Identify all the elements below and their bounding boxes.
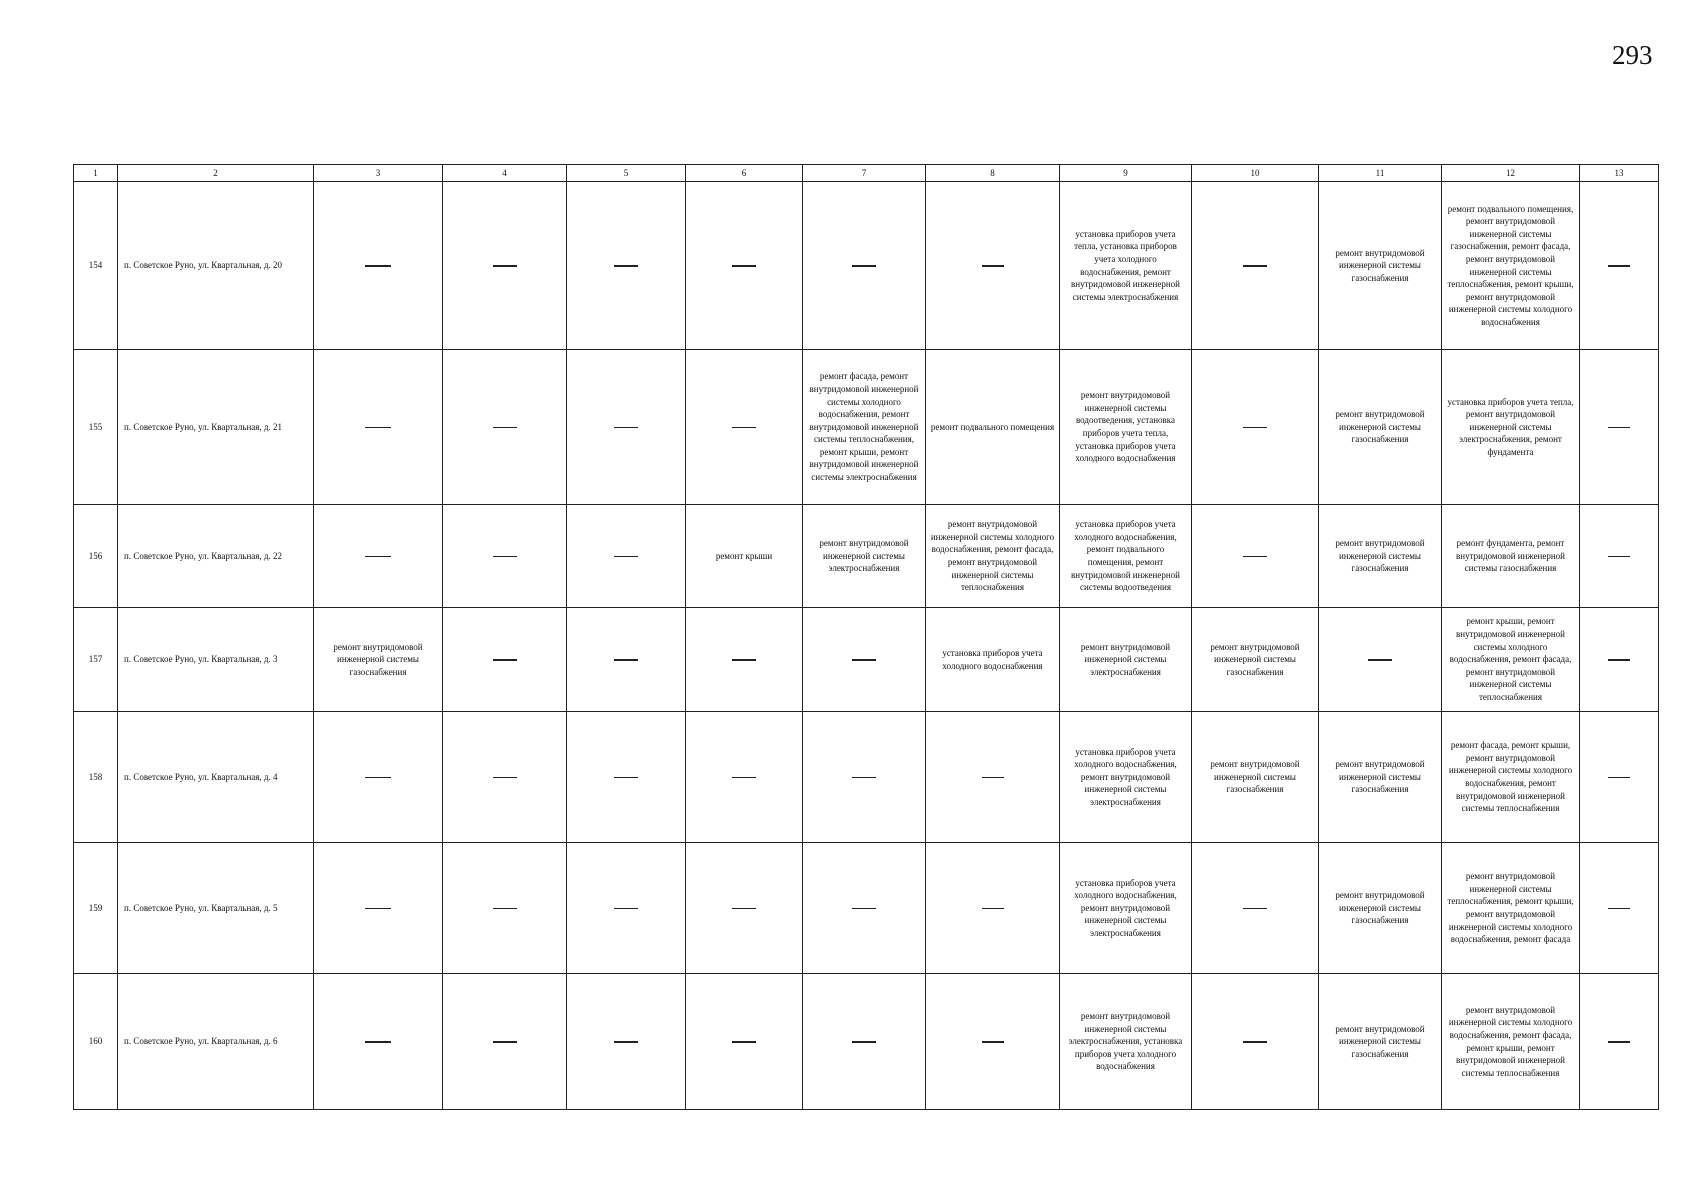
empty-cell: [314, 843, 443, 974]
empty-cell: [443, 608, 567, 712]
empty-cell: [443, 843, 567, 974]
address-cell: п. Советское Руно, ул. Квартальная, д. 4: [118, 712, 314, 843]
work-description-cell: ремонт внутридомовой инженерной системы газоснабжения: [1319, 350, 1442, 505]
empty-cell: [567, 505, 686, 608]
dash-mark: [982, 1041, 1004, 1043]
work-description-cell: ремонт подвального помещения: [926, 350, 1060, 505]
empty-cell: [686, 712, 803, 843]
row-number: 155: [74, 350, 118, 505]
column-header: 3: [314, 165, 443, 182]
work-description-cell: ремонт крыши, ремонт внутридомовой инженерной системы холодного водоснабжения, ремонт фасада, ремонт внутридомовой инженерной системы теплоснабжения: [1442, 608, 1580, 712]
dash-mark: [1243, 556, 1267, 558]
work-description-cell: ремонт фасада, ремонт внутридомовой инженерной системы холодного водоснабжения, ремонт внутридомовой инженерной системы теплоснабжения, ремонт крыши, ремонт внутридомовой инженерной системы электроснабжения: [803, 350, 926, 505]
dash-mark: [493, 265, 517, 267]
empty-cell: [686, 843, 803, 974]
dash-mark: [1368, 659, 1392, 661]
dash-mark: [1243, 1041, 1267, 1043]
column-header: 11: [1319, 165, 1442, 182]
empty-cell: [1580, 608, 1659, 712]
row-number: 154: [74, 182, 118, 350]
work-description-cell: ремонт крыши: [686, 505, 803, 608]
empty-cell: [1580, 974, 1659, 1110]
dash-mark: [365, 556, 391, 558]
row-number: 160: [74, 974, 118, 1110]
empty-cell: [1580, 182, 1659, 350]
dash-mark: [732, 265, 756, 267]
dash-mark: [982, 265, 1004, 267]
dash-mark: [1608, 1041, 1630, 1043]
dash-mark: [614, 265, 638, 267]
work-description-cell: ремонт фасада, ремонт крыши, ремонт внутридомовой инженерной системы холодного водоснабжения, ремонт внутридомовой инженерной системы теплоснабжения: [1442, 712, 1580, 843]
work-description-cell: установка приборов учета холодного водоснабжения, ремонт внутридомовой инженерной системы электроснабжения: [1060, 843, 1192, 974]
work-description-cell: ремонт внутридомовой инженерной системы газоснабжения: [314, 608, 443, 712]
table-row: [74, 712, 1659, 843]
work-description-cell: ремонт внутридомовой инженерной системы газоснабжения: [1319, 843, 1442, 974]
dash-mark: [1608, 427, 1630, 429]
empty-cell: [803, 182, 926, 350]
work-description-cell: установка приборов учета холодного водоснабжения: [926, 608, 1060, 712]
dash-mark: [365, 908, 391, 910]
table-row: [74, 182, 1659, 350]
empty-cell: [686, 974, 803, 1110]
dash-mark: [732, 1041, 756, 1043]
column-header: 10: [1192, 165, 1319, 182]
empty-cell: [686, 182, 803, 350]
empty-cell: [1580, 350, 1659, 505]
dash-mark: [1243, 265, 1267, 267]
row-number: 157: [74, 608, 118, 712]
column-header: 1: [74, 165, 118, 182]
empty-cell: [1580, 712, 1659, 843]
empty-cell: [686, 350, 803, 505]
work-description-cell: ремонт внутридомовой инженерной системы холодного водоснабжения, ремонт фасада, ремонт крыши, ремонт внутридомовой инженерной системы теплоснабжения: [1442, 974, 1580, 1110]
dash-mark: [1608, 659, 1630, 661]
address-cell: п. Советское Руно, ул. Квартальная, д. 6: [118, 974, 314, 1110]
dash-mark: [1608, 777, 1630, 779]
dash-mark: [732, 908, 756, 910]
dash-mark: [493, 1041, 517, 1043]
empty-cell: [314, 974, 443, 1110]
empty-cell: [567, 712, 686, 843]
dash-mark: [1608, 265, 1630, 267]
empty-cell: [926, 843, 1060, 974]
column-header: 7: [803, 165, 926, 182]
dash-mark: [982, 908, 1004, 910]
work-description-cell: установка приборов учета холодного водоснабжения, ремонт внутридомовой инженерной системы электроснабжения: [1060, 712, 1192, 843]
row-number: 159: [74, 843, 118, 974]
empty-cell: [567, 350, 686, 505]
table-row: [74, 974, 1659, 1110]
work-description-cell: ремонт внутридомовой инженерной системы холодного водоснабжения, ремонт фасада, ремонт внутридомовой инженерной системы теплоснабжения: [926, 505, 1060, 608]
empty-cell: [1192, 505, 1319, 608]
empty-cell: [567, 608, 686, 712]
dash-mark: [614, 659, 638, 661]
work-description-cell: ремонт внутридомовой инженерной системы электроснабжения: [1060, 608, 1192, 712]
work-description-cell: ремонт внутридомовой инженерной системы газоснабжения: [1319, 505, 1442, 608]
dash-mark: [732, 777, 756, 779]
dash-mark: [365, 1041, 391, 1043]
dash-mark: [1243, 427, 1267, 429]
empty-cell: [1192, 350, 1319, 505]
empty-cell: [443, 974, 567, 1110]
work-description-cell: ремонт внутридомовой инженерной системы электроснабжения, установка приборов учета холодного водоснабжения: [1060, 974, 1192, 1110]
column-header: 5: [567, 165, 686, 182]
empty-cell: [314, 505, 443, 608]
work-description-cell: ремонт фундамента, ремонт внутридомовой инженерной системы газоснабжения: [1442, 505, 1580, 608]
dash-mark: [852, 1041, 876, 1043]
dash-mark: [614, 777, 638, 779]
work-description-cell: ремонт внутридомовой инженерной системы газоснабжения: [1319, 182, 1442, 350]
dash-mark: [493, 427, 517, 429]
dash-mark: [732, 659, 756, 661]
dash-mark: [852, 265, 876, 267]
work-description-cell: ремонт внутридомовой инженерной системы газоснабжения: [1192, 712, 1319, 843]
address-cell: п. Советское Руно, ул. Квартальная, д. 21: [118, 350, 314, 505]
column-header: 12: [1442, 165, 1580, 182]
column-header: 2: [118, 165, 314, 182]
empty-cell: [686, 608, 803, 712]
dash-mark: [614, 908, 638, 910]
empty-cell: [567, 182, 686, 350]
work-description-cell: ремонт подвального помещения, ремонт внутридомовой инженерной системы газоснабжения, ремонт фасада, ремонт внутридомовой инженерной системы теплоснабжения, ремонт крыши, ремонт внутридомовой инженерной системы холодного водоснабжения: [1442, 182, 1580, 350]
empty-cell: [1192, 974, 1319, 1110]
dash-mark: [493, 556, 517, 558]
work-description-cell: установка приборов учета тепла, ремонт внутридомовой инженерной системы электроснабжения, ремонт фундамента: [1442, 350, 1580, 505]
empty-cell: [443, 182, 567, 350]
empty-cell: [1192, 182, 1319, 350]
empty-cell: [1580, 505, 1659, 608]
dash-mark: [365, 427, 391, 429]
work-description-cell: ремонт внутридомовой инженерной системы электроснабжения: [803, 505, 926, 608]
page-number: 293: [1612, 40, 1653, 70]
empty-cell: [443, 505, 567, 608]
dash-mark: [614, 427, 638, 429]
table-row: [74, 608, 1659, 712]
empty-cell: [803, 608, 926, 712]
dash-mark: [1608, 556, 1630, 558]
empty-cell: [567, 974, 686, 1110]
column-header: 8: [926, 165, 1060, 182]
work-description-cell: установка приборов учета тепла, установка приборов учета холодного водоснабжения, ремонт внутридомовой инженерной системы электроснабжения: [1060, 182, 1192, 350]
dash-mark: [493, 908, 517, 910]
empty-cell: [314, 350, 443, 505]
column-header: 4: [443, 165, 567, 182]
address-cell: п. Советское Руно, ул. Квартальная, д. 5: [118, 843, 314, 974]
row-number: 158: [74, 712, 118, 843]
dash-mark: [1243, 908, 1267, 910]
table-row: [74, 505, 1659, 608]
empty-cell: [926, 974, 1060, 1110]
dash-mark: [493, 777, 517, 779]
dash-mark: [852, 908, 876, 910]
dash-mark: [852, 777, 876, 779]
empty-cell: [803, 712, 926, 843]
repair-schedule-table: [73, 164, 1659, 1110]
address-cell: п. Советское Руно, ул. Квартальная, д. 3: [118, 608, 314, 712]
table-row: [74, 350, 1659, 505]
address-cell: п. Советское Руно, ул. Квартальная, д. 20: [118, 182, 314, 350]
column-number-row: [74, 165, 1659, 182]
empty-cell: [926, 712, 1060, 843]
empty-cell: [443, 350, 567, 505]
empty-cell: [314, 712, 443, 843]
address-cell: п. Советское Руно, ул. Квартальная, д. 22: [118, 505, 314, 608]
dash-mark: [614, 1041, 638, 1043]
dash-mark: [493, 659, 517, 661]
empty-cell: [567, 843, 686, 974]
work-description-cell: ремонт внутридомовой инженерной системы водоотведения, установка приборов учета тепла, установка приборов учета холодного водоснабжения: [1060, 350, 1192, 505]
work-description-cell: ремонт внутридомовой инженерной системы теплоснабжения, ремонт крыши, ремонт внутридомовой инженерной системы холодного водоснабжения, ремонт фасада: [1442, 843, 1580, 974]
dash-mark: [852, 659, 876, 661]
work-description-cell: установка приборов учета холодного водоснабжения, ремонт подвального помещения, ремонт внутридомовой инженерной системы водоотведения: [1060, 505, 1192, 608]
empty-cell: [1319, 608, 1442, 712]
work-description-cell: ремонт внутридомовой инженерной системы газоснабжения: [1319, 974, 1442, 1110]
empty-cell: [1192, 843, 1319, 974]
dash-mark: [614, 556, 638, 558]
empty-cell: [314, 182, 443, 350]
table-row: [74, 843, 1659, 974]
work-description-cell: ремонт внутридомовой инженерной системы газоснабжения: [1192, 608, 1319, 712]
column-header: 6: [686, 165, 803, 182]
row-number: 156: [74, 505, 118, 608]
work-description-cell: ремонт внутридомовой инженерной системы газоснабжения: [1319, 712, 1442, 843]
dash-mark: [982, 777, 1004, 779]
dash-mark: [1608, 908, 1630, 910]
dash-mark: [732, 427, 756, 429]
column-header: 13: [1580, 165, 1659, 182]
dash-mark: [365, 265, 391, 267]
empty-cell: [1580, 843, 1659, 974]
empty-cell: [443, 712, 567, 843]
empty-cell: [803, 843, 926, 974]
empty-cell: [803, 974, 926, 1110]
dash-mark: [365, 777, 391, 779]
empty-cell: [926, 182, 1060, 350]
column-header: 9: [1060, 165, 1192, 182]
